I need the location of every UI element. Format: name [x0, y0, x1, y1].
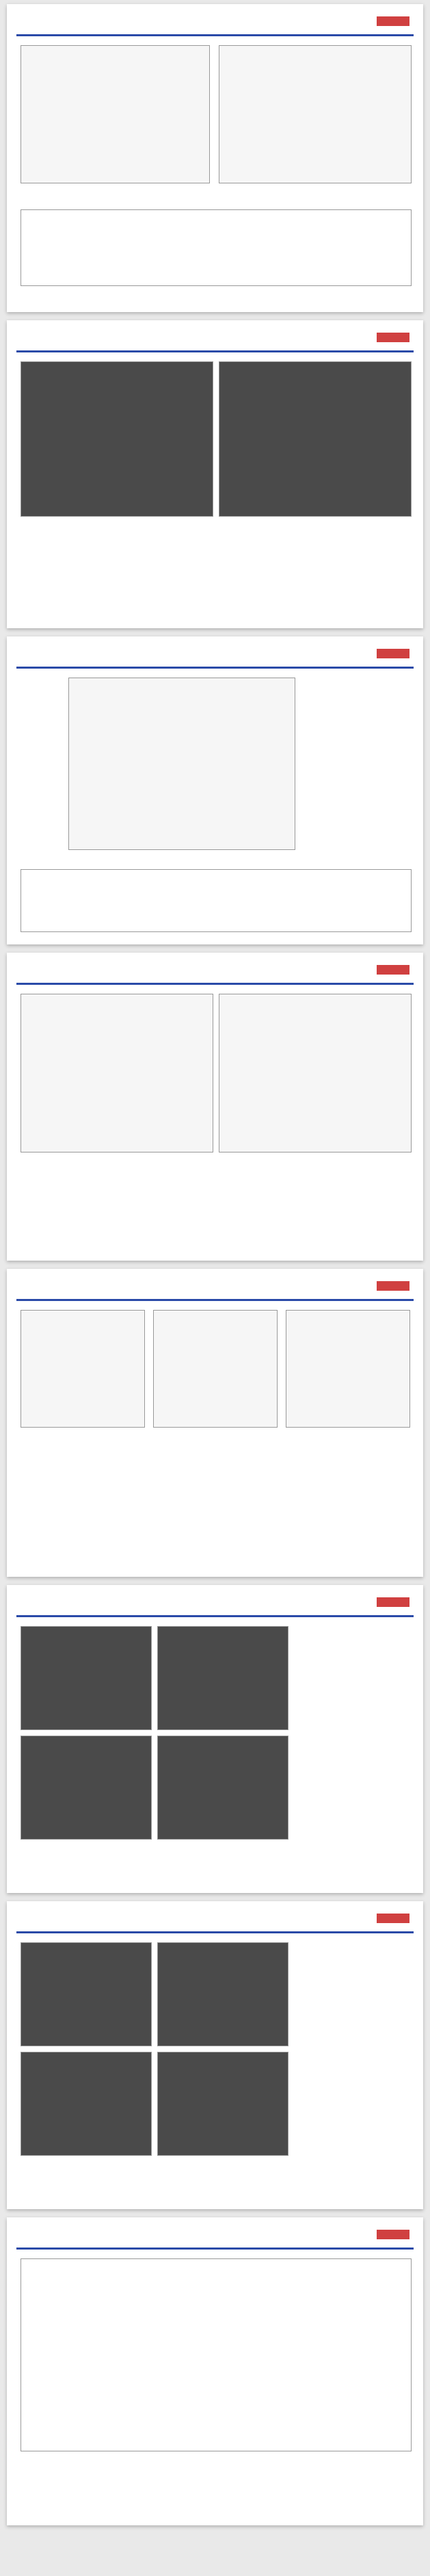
data-table [21, 209, 412, 286]
title-rule [16, 983, 414, 985]
figure-a [21, 1310, 145, 1428]
micrograph-a [21, 1626, 152, 1730]
slide-2 [7, 320, 423, 628]
micrograph-b [157, 1626, 288, 1730]
logo [373, 2224, 414, 2245]
title-rule [16, 667, 414, 669]
data-table [21, 869, 412, 932]
micrograph-c [21, 1736, 152, 1840]
micrograph-right [219, 361, 412, 517]
slide-5 [7, 1269, 423, 1577]
figure-right [219, 994, 412, 1152]
figure-right [219, 45, 412, 183]
title-rule [16, 34, 414, 36]
slide-7 [7, 1901, 423, 2209]
data-table [21, 2258, 412, 2451]
logo [373, 1276, 414, 1296]
figure-b [153, 1310, 278, 1428]
figure-left [21, 45, 210, 183]
title-rule [16, 350, 414, 352]
figure-main [68, 678, 295, 850]
slide-4 [7, 953, 423, 1261]
title-rule [16, 1931, 414, 1933]
micrograph-b [157, 1942, 288, 2046]
logo [373, 327, 414, 348]
micrograph-left [21, 361, 213, 517]
title-rule [16, 1615, 414, 1617]
slide-6 [7, 1585, 423, 1893]
slide-3 [7, 636, 423, 944]
logo [373, 643, 414, 664]
slide-1 [7, 4, 423, 312]
logo [373, 1592, 414, 1612]
micrograph-d [157, 1736, 288, 1840]
micrograph-c [21, 2052, 152, 2156]
micrograph-d [157, 2052, 288, 2156]
logo [373, 1908, 414, 1929]
slide-8 [7, 2217, 423, 2525]
figure-c [286, 1310, 410, 1428]
micrograph-a [21, 1942, 152, 2046]
title-rule [16, 2247, 414, 2250]
logo [373, 959, 414, 980]
figure-left [21, 994, 213, 1152]
logo [373, 11, 414, 31]
title-rule [16, 1299, 414, 1301]
